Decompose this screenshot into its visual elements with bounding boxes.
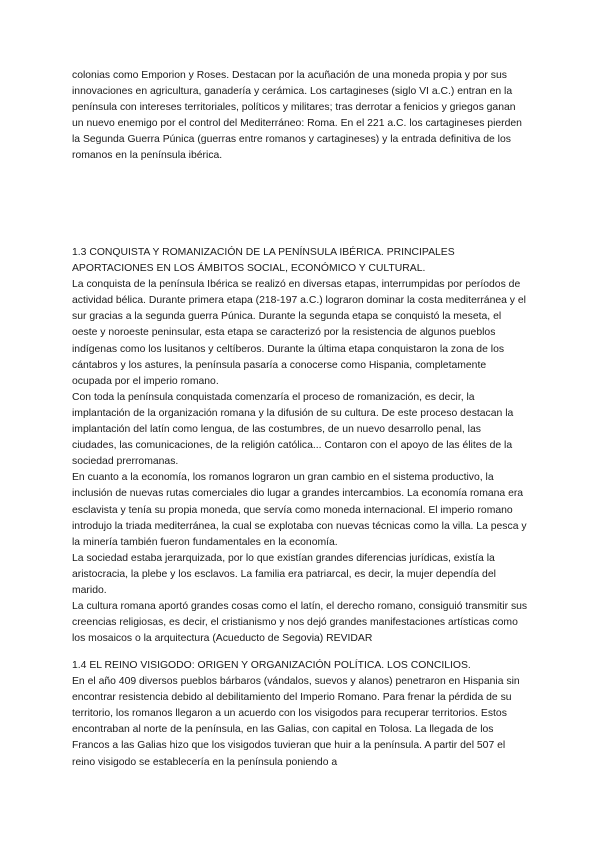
section-1-4-paragraph: En el año 409 diversos pueblos bárbaros (vándalos, suevos y alanos) penetraron en Hispania sin encontrar resistencia debido al debilitamiento del Imperio Romano. Para frenar la pérdida de su territorio, los romanos llegaron a un acuerdo con los visigodos para recuperar territorios. Estos encontraban al norte de la península, en las Galias, con capital en Tolosa. La llegada de los Francos a las Galias hizo que los visigodos tuvieran que huir a la península. A partir del 507 el reino visigodo se establecería en la península poniendo a: [72, 676, 520, 768]
section-1-4-heading: 1.4 EL REINO VISIGODO: ORIGEN Y ORGANIZACIÓN POLÍTICA. LOS CONCILIOS.: [72, 660, 471, 671]
section-1-3-paragraph-economy: En cuanto a la economía, los romanos lograron un gran cambio en el sistema productivo, la inclusión de nuevas rutas comerciales dio lugar a grandes intercambios. La economía romana era esclavista y tenía su propia moneda, que servía como moneda internacional. El imperio romano introdujo la triada mediterránea, la cual se explotaba con nuevas técnicas como la villa. La pesca y la minería también fueron fundamentales en la economía.: [72, 472, 527, 548]
section-1-4: [72, 658, 528, 771]
section-1-3-heading: 1.3 CONQUISTA Y ROMANIZACIÓN DE LA PENÍNSULA IBÉRICA. PRINCIPALES APORTACIONES EN LOS ÁMBITOS SOCIAL, ECONÓMICO Y CULTURAL.: [72, 247, 455, 275]
intro-paragraph: colonias como Emporion y Roses. Destacan por la acuñación de una moneda propia y por sus innovaciones en agricultura, ganadería y cerámica. Los cartagineses (siglo VI a.C.) entran en la península con intereses territoriales, políticos y militares; tras derrotar a fenicios y griegos ganan un nuevo enemigo por el control del Mediterráneo: Roma. En el 221 a.C. los cartagineses pierden la Segunda Guerra Púnica (guerras entre romanos y cartagineses) y la entrada definitiva de los romanos en la península ibérica.: [72, 70, 522, 162]
intro-block: [72, 68, 528, 165]
section-1-3-paragraph-romanization: Con toda la península conquistada comenzaría el proceso de romanización, es decir, la implantación de la organización romana y la difusión de su cultura. De este proceso destacan la implantación del latín como lengua, de las costumbres, de un nuevo desarrollo penal, las ciudades, las comunicaciones, de la religión católica... Contaron con el apoyo de las élites de la sociedad prerromanas.: [72, 391, 514, 468]
section-1-3-paragraph-society: La sociedad estaba jerarquizada, por lo que existían grandes diferencias jurídicas, existía la aristocracia, la plebe y los esclavos. La familia era patriarcal, es decir, la mujer dependía del marido.: [72, 552, 496, 596]
section-1-3: [72, 245, 528, 647]
section-1-3-paragraph-conquest: La conquista de la península Ibérica se realizó en diversas etapas, interrumpidas por períodos de actividad bélica. Durante primera etapa (218-197 a.C.) lograron dominar la costa mediterránea y el sur gracias a la segunda guerra Púnica. Durante la segunda etapa se conquistó la meseta, el oeste y noroeste peninsular, esta etapa se caracterizó por la resistencia de algunos pueblos indígenas como los lusitanos y celtíberos. Durante la última etapa conquistaron la zona de los cántabros y los astures, la península pasaría a conocerse como Hispania, completamente ocupada por el imperio romano.: [72, 279, 526, 387]
section-1-3-paragraph-culture: La cultura romana aportó grandes cosas como el latín, el derecho romano, consiguió transmitir sus creencias religiosas, es decir, el cristianismo y nos dejó grandes manifestaciones artísticas como los mosaicos o la arquitectura (Acueducto de Segovia) REVIDAR: [72, 601, 528, 645]
